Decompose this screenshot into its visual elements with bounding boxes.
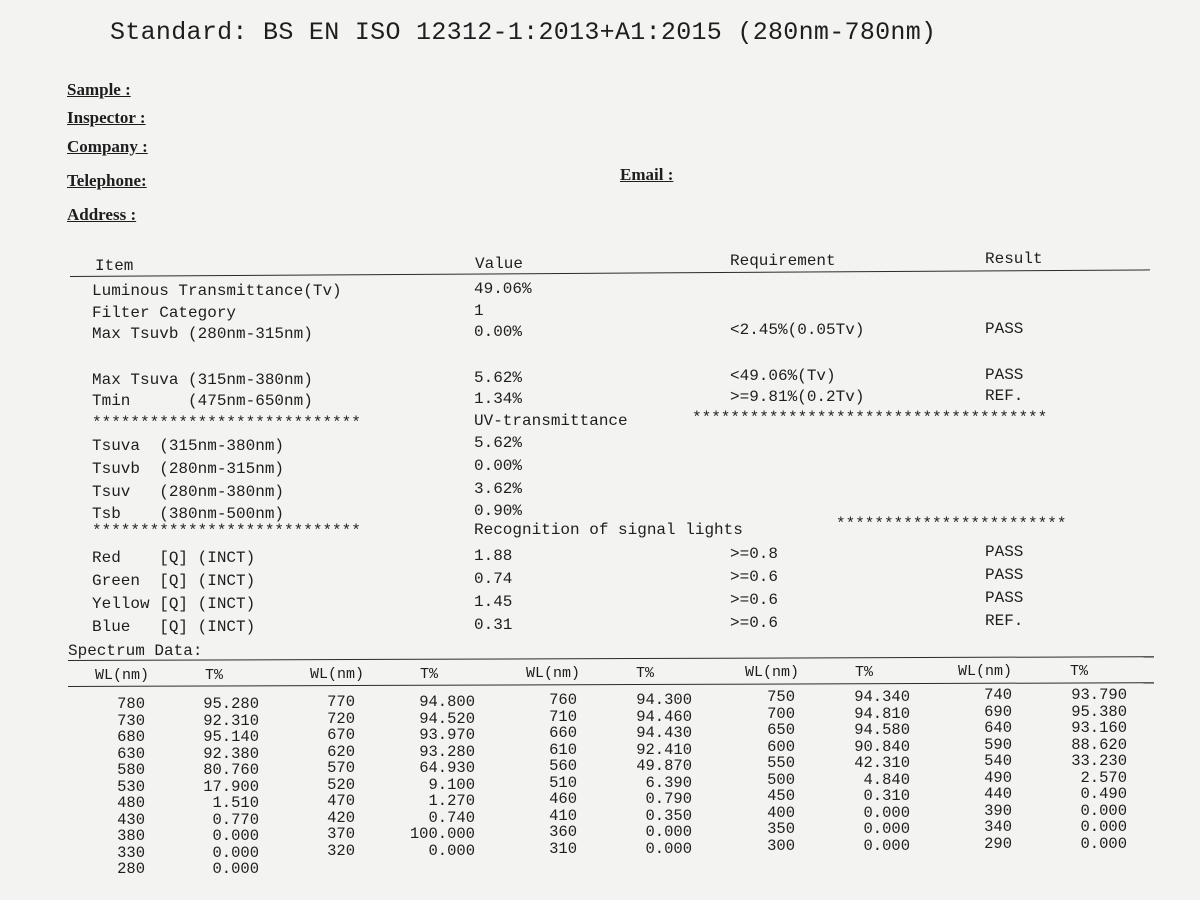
spectrum-t-cell: 0.000 xyxy=(863,820,910,838)
spectrum-wl-header: WL(nm) xyxy=(526,665,581,682)
spectrum-wl-cell: 650 xyxy=(767,721,795,739)
spectrum-wl-cell: 470 xyxy=(327,792,355,810)
spectrum-t-cell: 0.000 xyxy=(863,836,910,855)
signal-result: PASS xyxy=(985,566,1024,584)
spectrum-wl-cell: 280 xyxy=(117,860,145,878)
spectrum-wl-cell: 580 xyxy=(117,761,145,779)
signal-result: PASS xyxy=(985,589,1024,607)
result-item-label: Tmin (475nm-650nm) xyxy=(92,392,313,410)
spectrum-t-cell: 1.270 xyxy=(428,792,475,810)
page-title: Standard: BS EN ISO 12312-1:2013+A1:2015 (280nm-780nm) xyxy=(110,18,937,47)
spectrum-t-column xyxy=(1037,687,1127,852)
spectrum-t-header: T% xyxy=(1070,663,1089,680)
spectrum-wl-cell: 330 xyxy=(117,843,145,862)
spectrum-wl-header: WL(nm) xyxy=(745,664,800,681)
spectrum-t-cell: 33.230 xyxy=(1071,752,1127,770)
spectrum-wl-column xyxy=(527,692,577,857)
signal-result: PASS xyxy=(985,543,1024,561)
spectrum-wl-cell: 460 xyxy=(549,790,577,808)
result-requirement: >=9.81%(0.2Tv) xyxy=(730,388,865,406)
signal-banner-stars-left: **************************** xyxy=(92,522,361,540)
result-value: 0.00% xyxy=(474,323,523,341)
spectrum-wl-cell: 520 xyxy=(327,775,355,794)
spectrum-t-cell: 94.430 xyxy=(636,724,692,742)
result-status: REF. xyxy=(985,387,1024,405)
sample-label: Sample : xyxy=(67,80,131,99)
spectrum-wl-cell: 480 xyxy=(117,794,145,812)
spectrum-wl-cell: 610 xyxy=(549,740,577,759)
spectrum-t-cell: 6.390 xyxy=(645,773,692,792)
spectrum-wl-cell: 500 xyxy=(767,770,795,789)
signal-value: 1.88 xyxy=(474,547,513,565)
uv-item-label: Tsb (380nm-500nm) xyxy=(92,505,285,523)
header-item: Item xyxy=(95,257,134,275)
spectrum-t-cell: 0.000 xyxy=(212,843,259,862)
uv-item-label: Tsuva (315nm-380nm) xyxy=(92,437,285,455)
result-item-label: Luminous Transmittance(Tv) xyxy=(92,282,342,300)
signal-requirement: >=0.6 xyxy=(730,568,779,586)
spectrum-t-cell: 94.340 xyxy=(854,688,910,706)
signal-item-label: Yellow [Q] (INCT) xyxy=(92,595,256,613)
signal-banner-title: Recognition of signal lights xyxy=(474,521,743,539)
signal-item-label: Red [Q] (INCT) xyxy=(92,549,256,567)
spectrum-wl-cell: 590 xyxy=(984,735,1012,754)
address-label: Address : xyxy=(67,205,137,224)
uv-value: 0.00% xyxy=(474,457,523,475)
spectrum-wl-cell: 410 xyxy=(549,806,577,825)
spectrum-t-cell: 0.740 xyxy=(428,808,475,827)
spectrum-wl-cell: 660 xyxy=(549,724,577,742)
telephone-label: Telephone: xyxy=(67,171,147,190)
result-item-label: Max Tsuvb (280nm-315nm) xyxy=(92,325,313,343)
spectrum-wl-cell: 680 xyxy=(117,728,145,746)
spectrum-wl-cell: 560 xyxy=(549,757,577,775)
spectrum-t-header: T% xyxy=(420,666,439,683)
result-value: 49.06% xyxy=(474,280,532,298)
spectrum-wl-cell: 300 xyxy=(767,836,795,855)
spectrum-t-cell: 0.000 xyxy=(1080,801,1127,820)
spectrum-wl-cell: 670 xyxy=(327,726,355,744)
spectrum-t-cell: 94.460 xyxy=(636,707,692,726)
spectrum-wl-cell: 320 xyxy=(327,841,355,860)
spectrum-t-column xyxy=(602,692,692,857)
header-requirement: Requirement xyxy=(730,252,836,270)
signal-requirement: >=0.6 xyxy=(730,614,779,632)
spectrum-t-cell: 92.410 xyxy=(636,740,692,759)
spectrum-wl-cell: 630 xyxy=(117,744,145,763)
spectrum-t-cell: 92.310 xyxy=(203,711,259,730)
spectrum-wl-cell: 350 xyxy=(767,820,795,838)
result-status: PASS xyxy=(985,320,1024,338)
spectrum-t-cell: 0.770 xyxy=(212,810,259,829)
spectrum-t-header: T% xyxy=(205,667,224,684)
spectrum-t-cell: 4.840 xyxy=(863,770,910,789)
signal-item-label: Green [Q] (INCT) xyxy=(92,572,256,590)
result-value: 5.62% xyxy=(474,369,523,387)
email-label: Email : xyxy=(620,165,674,184)
spectrum-t-header: T% xyxy=(855,664,874,681)
spectrum-wl-column xyxy=(745,689,795,854)
spectrum-wl-cell: 400 xyxy=(767,803,795,822)
spectrum-wl-cell: 750 xyxy=(767,688,795,706)
spectrum-t-cell: 49.870 xyxy=(636,757,692,775)
result-requirement: <2.45%(0.05Tv) xyxy=(730,321,865,339)
signal-banner-stars-right: ************************ xyxy=(836,515,1067,533)
uv-banner-stars-right: ************************************* xyxy=(692,409,1048,427)
spectrum-t-cell: 94.800 xyxy=(419,693,475,711)
spectrum-wl-header: WL(nm) xyxy=(95,667,150,684)
spectrum-wl-cell: 430 xyxy=(117,810,145,829)
spectrum-t-cell: 100.000 xyxy=(409,825,475,843)
spectrum-t-cell: 93.790 xyxy=(1071,686,1127,704)
spectrum-wl-column xyxy=(962,687,1012,852)
spectrum-t-cell: 94.810 xyxy=(854,704,910,723)
spectrum-t-cell: 2.570 xyxy=(1080,768,1127,787)
result-requirement: <49.06%(Tv) xyxy=(730,367,836,385)
spectrum-label: Spectrum Data: xyxy=(68,642,203,660)
header-result: Result xyxy=(985,250,1043,268)
spectrum-wl-cell: 760 xyxy=(549,691,577,709)
spectrum-wl-cell: 540 xyxy=(984,752,1012,770)
spectrum-wl-cell: 370 xyxy=(327,825,355,843)
spectrum-t-cell: 0.000 xyxy=(212,860,259,878)
spectrum-t-cell: 0.790 xyxy=(645,790,692,808)
spectrum-wl-cell: 620 xyxy=(327,742,355,761)
spectrum-t-cell: 95.140 xyxy=(203,728,259,746)
spectrum-t-cell: 94.300 xyxy=(636,691,692,709)
spectrum-wl-cell: 440 xyxy=(984,785,1012,803)
spectrum-wl-cell: 700 xyxy=(767,704,795,723)
result-value: 1 xyxy=(474,302,484,320)
uv-banner-stars-left: **************************** xyxy=(92,414,361,432)
spectrum-wl-cell: 640 xyxy=(984,719,1012,737)
spectrum-t-cell: 0.000 xyxy=(645,839,692,858)
spectrum-t-column xyxy=(169,696,259,878)
signal-item-label: Blue [Q] (INCT) xyxy=(92,618,256,636)
spectrum-t-column xyxy=(385,694,475,859)
spectrum-t-cell: 93.280 xyxy=(419,742,475,761)
uv-value: 3.62% xyxy=(474,480,523,498)
spectrum-wl-cell: 510 xyxy=(549,773,577,792)
spectrum-t-cell: 1.510 xyxy=(212,794,259,812)
spectrum-t-cell: 0.310 xyxy=(863,787,910,805)
header-value: Value xyxy=(475,255,524,273)
spectrum-wl-column xyxy=(95,696,145,878)
signal-requirement: >=0.8 xyxy=(730,545,779,563)
spectrum-wl-cell: 380 xyxy=(117,827,145,845)
spectrum-t-cell: 95.280 xyxy=(203,695,259,713)
spectrum-t-cell: 9.100 xyxy=(428,775,475,794)
uv-banner-title: UV-transmittance xyxy=(474,412,628,430)
signal-value: 1.45 xyxy=(474,593,513,611)
spectrum-wl-header: WL(nm) xyxy=(958,663,1013,680)
signal-requirement: >=0.6 xyxy=(730,591,779,609)
spectrum-wl-cell: 530 xyxy=(117,777,145,796)
spectrum-t-cell: 0.350 xyxy=(645,806,692,825)
spectrum-t-cell: 90.840 xyxy=(854,737,910,756)
spectrum-wl-cell: 450 xyxy=(767,787,795,805)
spectrum-t-cell: 64.930 xyxy=(419,759,475,777)
spectrum-wl-header: WL(nm) xyxy=(310,666,365,683)
spectrum-t-cell: 92.380 xyxy=(203,744,259,763)
signal-value: 0.74 xyxy=(474,570,513,588)
spectrum-t-cell: 94.580 xyxy=(854,721,910,739)
spectrum-top-rule xyxy=(68,656,1154,661)
spectrum-t-cell: 0.000 xyxy=(212,827,259,845)
spectrum-t-cell: 93.160 xyxy=(1071,719,1127,737)
spectrum-wl-cell: 550 xyxy=(767,754,795,772)
spectrum-wl-cell: 420 xyxy=(327,808,355,827)
spectrum-wl-cell: 310 xyxy=(549,839,577,858)
inspector-label: Inspector : xyxy=(67,108,146,127)
spectrum-t-cell: 0.000 xyxy=(645,823,692,841)
spectrum-wl-cell: 600 xyxy=(767,737,795,756)
spectrum-t-cell: 42.310 xyxy=(854,754,910,772)
spectrum-wl-cell: 780 xyxy=(117,695,145,713)
spectrum-wl-cell: 730 xyxy=(117,711,145,730)
uv-item-label: Tsuv (280nm-380nm) xyxy=(92,483,285,501)
signal-result: REF. xyxy=(985,612,1024,630)
result-value: 1.34% xyxy=(474,390,523,408)
spectrum-t-cell: 0.000 xyxy=(428,841,475,860)
signal-value: 0.31 xyxy=(474,616,513,634)
spectrum-wl-cell: 690 xyxy=(984,702,1012,721)
result-item-label: Filter Category xyxy=(92,304,237,322)
spectrum-t-cell: 80.760 xyxy=(203,761,259,779)
uv-value: 5.62% xyxy=(474,434,523,452)
spectrum-wl-cell: 720 xyxy=(327,709,355,728)
result-item-label: Max Tsuva (315nm-380nm) xyxy=(92,371,313,389)
spectrum-wl-cell: 490 xyxy=(984,768,1012,787)
uv-value: 0.90% xyxy=(474,502,523,520)
spectrum-wl-cell: 340 xyxy=(984,818,1012,836)
spectrum-wl-cell: 290 xyxy=(984,834,1012,853)
uv-item-label: Tsuvb (280nm-315nm) xyxy=(92,460,285,478)
spectrum-wl-cell: 390 xyxy=(984,801,1012,820)
spectrum-wl-column xyxy=(305,694,355,859)
spectrum-wl-cell: 740 xyxy=(984,686,1012,704)
spectrum-t-cell: 88.620 xyxy=(1071,735,1127,754)
spectrum-t-header: T% xyxy=(636,665,655,682)
spectrum-t-cell: 0.000 xyxy=(863,803,910,822)
spectrum-t-cell: 0.000 xyxy=(1080,818,1127,836)
spectrum-wl-cell: 710 xyxy=(549,707,577,726)
spectrum-t-cell: 0.490 xyxy=(1080,785,1127,803)
result-status: PASS xyxy=(985,366,1024,384)
spectrum-t-cell: 17.900 xyxy=(203,777,259,796)
spectrum-t-cell: 95.380 xyxy=(1071,702,1127,721)
spectrum-t-cell: 93.970 xyxy=(419,726,475,744)
spectrum-t-cell: 94.520 xyxy=(419,709,475,728)
spectrum-wl-cell: 570 xyxy=(327,759,355,777)
spectrum-t-column xyxy=(820,689,910,854)
company-label: Company : xyxy=(67,137,148,156)
header-rule xyxy=(70,269,1150,277)
spectrum-wl-cell: 770 xyxy=(327,693,355,711)
spectrum-t-cell: 0.000 xyxy=(1080,834,1127,853)
spectrum-wl-cell: 360 xyxy=(549,823,577,841)
